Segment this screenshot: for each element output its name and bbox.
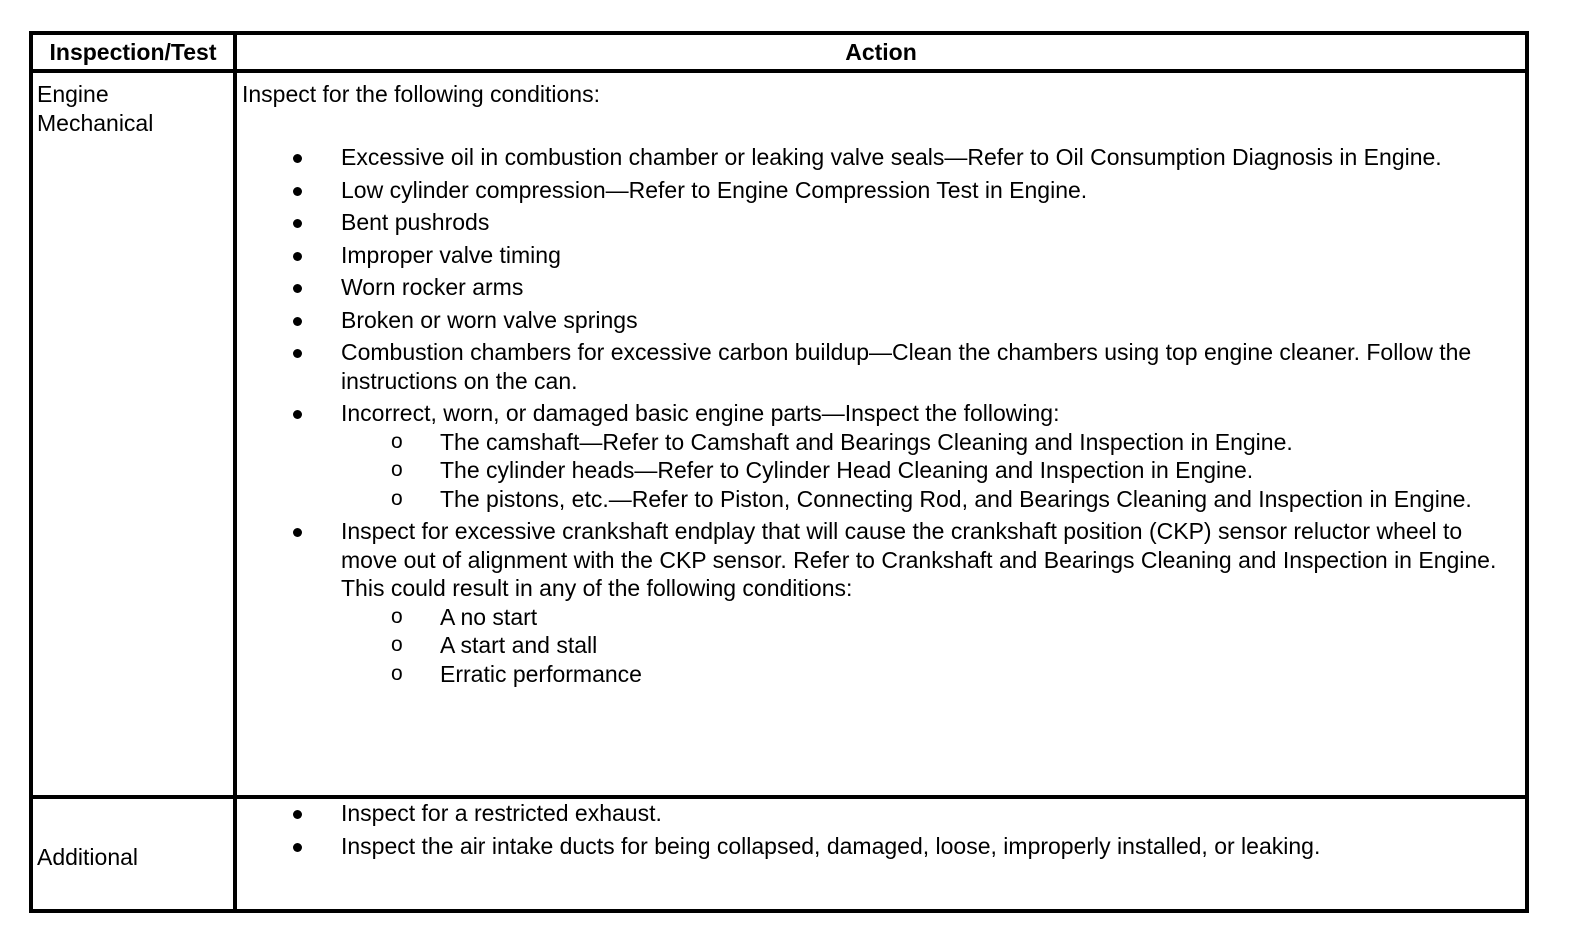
- table-row-engine-mechanical: [31, 71, 1527, 797]
- list-item: [237, 241, 1525, 270]
- list-item-text: Combustion chambers for excessive carbon buildup—Clean the chambers using top engine cleaner. Follow the instructions on the can.: [341, 339, 1472, 394]
- sub-list-item: o The pistons, etc.—Refer to Piston, Connecting Rod, and Bearings Cleaning and Inspection in Engine.: [341, 485, 1517, 514]
- condition-list: [237, 143, 1525, 688]
- sub-list-item: o A start and stall: [341, 631, 1517, 660]
- sub-list-item: o A no start: [341, 603, 1517, 632]
- action-intro: Inspect for the following conditions:: [242, 81, 600, 107]
- inspection-table: [29, 31, 1529, 913]
- list-item-text: Excessive oil in combustion chamber or leaking valve seals—Refer to Oil Consumption Diagnosis in Engine.: [341, 144, 1442, 170]
- sub-list: [341, 603, 1517, 689]
- test-label-additional: Additional: [37, 844, 139, 870]
- test-cell: [31, 71, 235, 797]
- table-header-row: [31, 33, 1527, 71]
- sub-list-item: o Erratic performance: [341, 660, 1517, 689]
- sub-list-item: o The cylinder heads—Refer to Cylinder Head Cleaning and Inspection in Engine.: [341, 456, 1517, 485]
- list-item-text: Inspect the air intake ducts for being collapsed, damaged, loose, improperly installed, or leaking.: [341, 832, 1321, 859]
- test-cell: [31, 797, 235, 911]
- list-item-text: Improper valve timing: [341, 241, 561, 268]
- list-item: [237, 832, 1525, 861]
- sub-list-item: o The camshaft—Refer to Camshaft and Bearings Cleaning and Inspection in Engine.: [341, 428, 1517, 457]
- list-item: [237, 338, 1525, 395]
- table-row-additional: [31, 797, 1527, 911]
- list-item: [237, 517, 1525, 688]
- header-inspection-test: Inspection/Test: [31, 33, 235, 71]
- test-label-engine-mechanical: Engine Mechanical: [37, 81, 154, 136]
- header-action: Action: [235, 33, 1527, 71]
- list-item: [237, 208, 1525, 237]
- list-item: [237, 799, 1525, 828]
- list-item-text: Inspect for excessive crankshaft endplay that will cause the crankshaft position (CKP) sensor reluctor wheel to move out of alignment with the CKP sensor. Refer to Crankshaft and Bearings Cleaning and Inspection in Engine. This could result in any of the following conditions:: [341, 518, 1497, 601]
- list-item: [237, 176, 1525, 205]
- list-item: [237, 399, 1525, 513]
- list-item: [237, 273, 1525, 302]
- action-cell: [235, 797, 1527, 911]
- list-item-text: Inspect for a restricted exhaust.: [341, 800, 662, 826]
- list-item-text: Incorrect, worn, or damaged basic engine parts—Inspect the following:: [341, 400, 1060, 426]
- list-item-text: Low cylinder compression—Refer to Engine Compression Test in Engine.: [341, 176, 1088, 203]
- action-cell: [235, 71, 1527, 797]
- list-item: [237, 143, 1525, 172]
- list-item: [237, 306, 1525, 335]
- list-item-text: Worn rocker arms: [341, 274, 524, 300]
- list-item-text: Broken or worn valve springs: [341, 306, 638, 333]
- list-item-text: Bent pushrods: [341, 209, 490, 235]
- sub-list: [341, 428, 1517, 514]
- additional-list: [237, 799, 1525, 860]
